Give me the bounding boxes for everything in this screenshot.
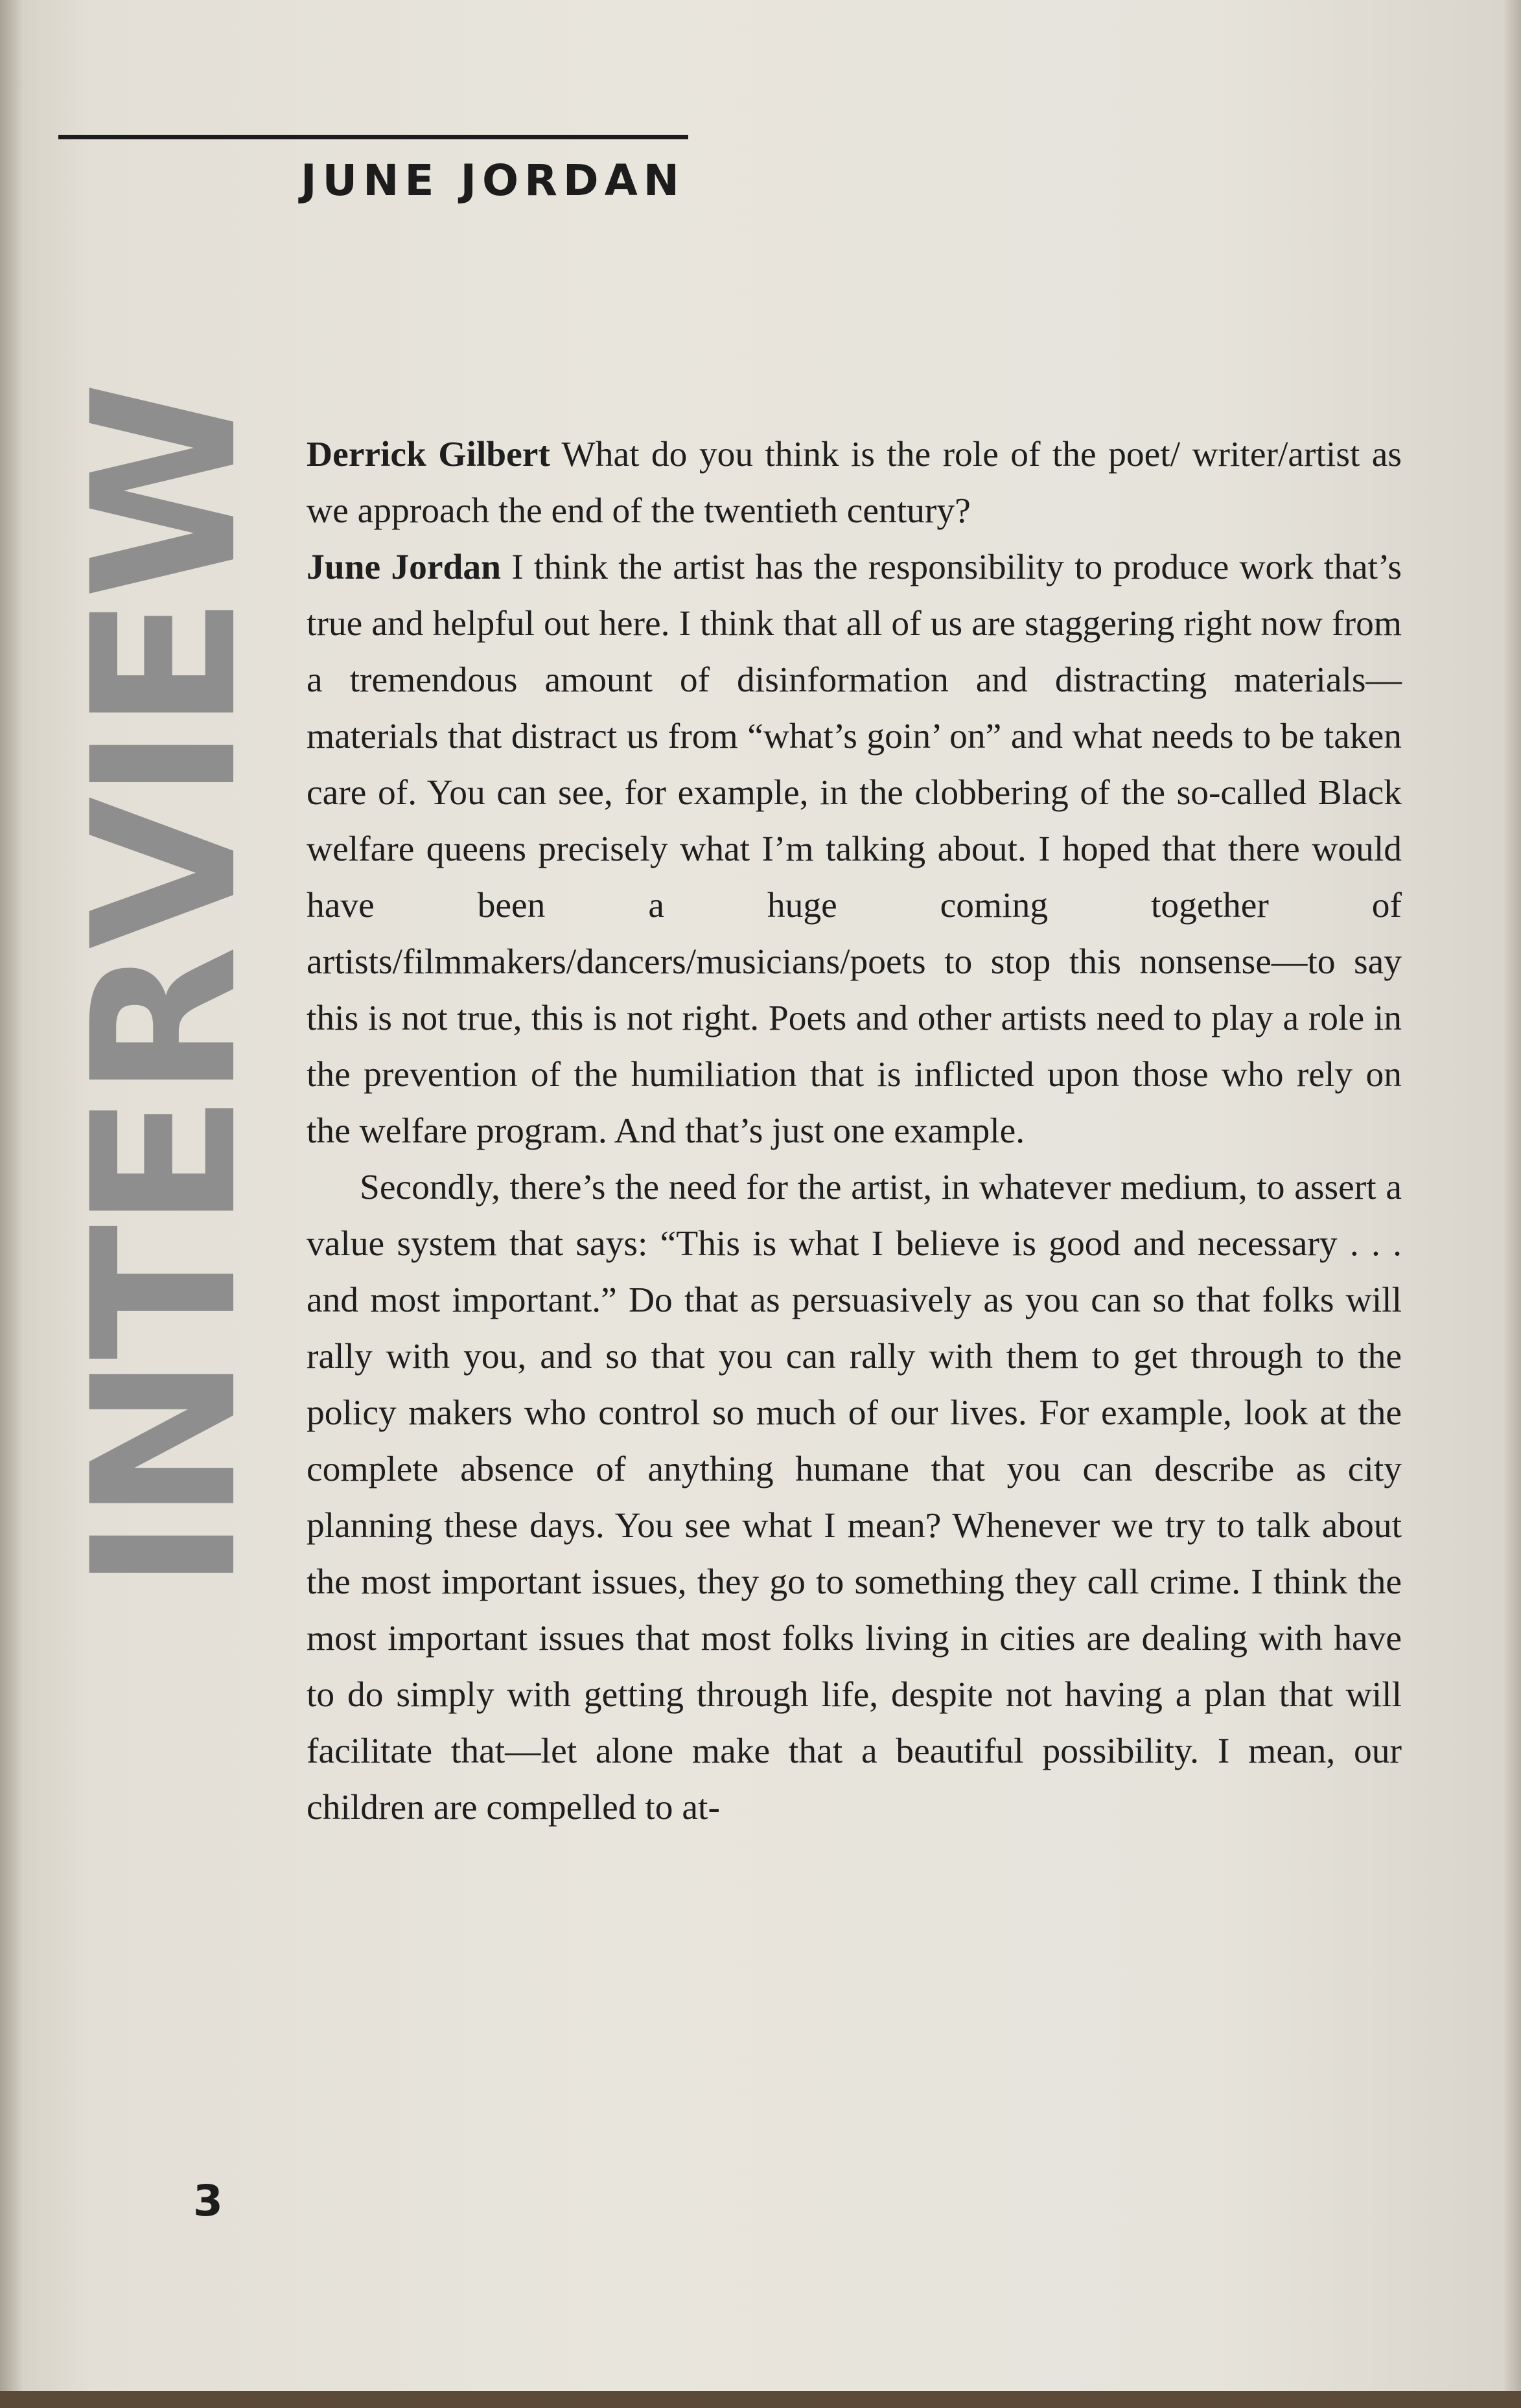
section-banner xyxy=(50,178,280,1591)
interview-text xyxy=(307,426,1402,1836)
section-banner-text: INTERVIEW xyxy=(50,385,280,1591)
header-rule xyxy=(58,135,688,139)
answer-text: I think the artist has the responsibility to produce work that’s true and helpful out here. I think that all of us are staggering right now from a tremendous amount of disinformation and distracting materials—materials that distract us from “what’s goin’ on” and what needs to be taken care of. You can see, for example, in the clobbering of the so-called Black welfare queens precisely what I’m talking about. I hoped that there would have been a huge coming together of artists/filmmakers/dancers/musicians/poets to stop this nonsense—to say this is not true, this is not right. Poets and other artists need to play a role in the prevention of the humiliation that is inflicted upon those who rely on the welfare program. And that’s just one example. xyxy=(307,548,1402,1151)
spine-shadow xyxy=(0,0,23,2408)
author-name: JUNE JORDAN xyxy=(301,156,686,205)
interviewer-name: Derrick Gilbert xyxy=(307,435,550,474)
page-number: 3 xyxy=(193,2176,223,2226)
question-paragraph xyxy=(307,426,1402,539)
answer-paragraph xyxy=(307,539,1402,1159)
question-text: What do you think is the role of the poet/ writer/artist as we approach the end of the twentieth century? xyxy=(307,435,1402,531)
page-edge xyxy=(1503,0,1521,2408)
background-edge xyxy=(0,2391,1521,2408)
interviewee-name: June Jordan xyxy=(307,548,501,587)
answer-paragraph-continued: Secondly, there’s the need for the artist, in whatever medium, to assert a value system that says: “This is what I believe is good and necessary . . . and most important.” Do that as persuasively as you can so that folks will rally with you, and so that you can rally with them to get through to the policy makers who control so much of our lives. For example, look at the complete absence of anything humane that you can describe as city planning these days. You see what I mean? Whenever we try to talk about the most important issues, they go to something they call crime. I think the most important issues that most folks living in cities are dealing with have to do simply with getting through life, despite not having a plan that will facilitate that—let alone make that a beautiful possibility. I mean, our children are compelled to at- xyxy=(307,1168,1402,1827)
